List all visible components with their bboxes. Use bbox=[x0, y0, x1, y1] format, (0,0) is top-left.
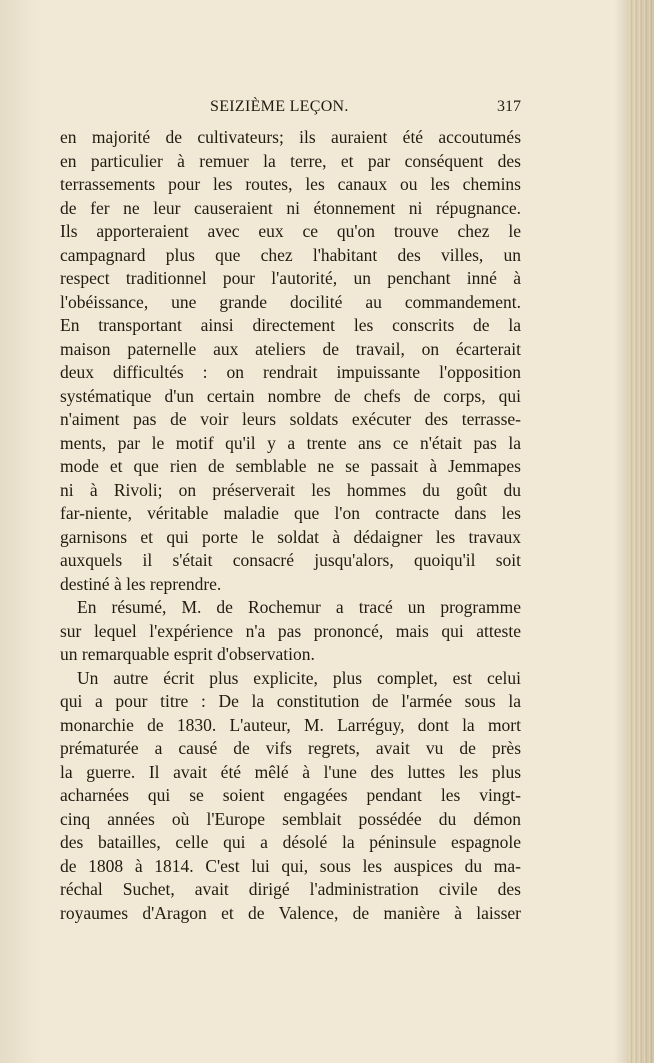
body-text bbox=[60, 126, 521, 925]
text-line: de 1808 à 1814. C'est lui qui, sous les auspices du ma- bbox=[60, 855, 521, 876]
text-line: en majorité de cultivateurs; ils auraient été accoutumés bbox=[60, 127, 521, 147]
text-line: un remarquable esprit d'observation. bbox=[60, 644, 315, 664]
page-edge-stack bbox=[628, 0, 654, 1063]
text-line: En transportant ainsi directement les conscrits de la bbox=[60, 315, 521, 335]
text-line: réchal Suchet, avait dirigé l'administration civile des bbox=[60, 879, 521, 899]
text-line: ments, par le motif qu'il y a trente ans ce n'était pas la bbox=[60, 432, 521, 453]
text-line: n'aiment pas de voir leurs soldats exécuter des terrasse- bbox=[60, 409, 521, 429]
text-line: respect traditionnel pour l'autorité, un penchant inné à bbox=[60, 268, 521, 288]
text-line: des batailles, celle qui a désolé la péninsule espagnole bbox=[60, 832, 521, 852]
page-header bbox=[60, 98, 521, 122]
page-number: 317 bbox=[497, 98, 521, 115]
text-line: Ils apporteraient avec eux ce qu'on trouve chez le bbox=[60, 221, 521, 241]
text-line: Un autre écrit plus explicite, plus complet, est celui bbox=[77, 667, 521, 688]
text-line: garnisons et qui porte le soldat à dédaigner les travaux bbox=[60, 526, 521, 547]
text-line: prématurée a causé de vifs regrets, avait vu de près bbox=[60, 738, 521, 758]
running-title: SEIZIÈME LEÇON. bbox=[210, 98, 349, 115]
text-line: ni à Rivoli; on préserverait les hommes du goût du bbox=[60, 479, 521, 500]
text-line: mode et que rien de semblable ne se passait à Jemmapes bbox=[60, 456, 521, 476]
text-line: royaumes d'Aragon et de Valence, de manière à laisser bbox=[60, 902, 521, 923]
text-line: destiné à les reprendre. bbox=[60, 573, 222, 594]
text-line: terrassements pour les routes, les canaux ou les chemins bbox=[60, 174, 521, 194]
text-line: sur lequel l'expérience n'a pas prononcé, mais qui atteste bbox=[60, 620, 521, 641]
text-line: systématique d'un certain nombre de chefs de corps, qui bbox=[60, 385, 521, 406]
text-line: de fer ne leur causeraient ni étonnement ni répugnance. bbox=[60, 197, 521, 218]
text-line: auxquels il s'était consacré jusqu'alors, quoiqu'il soit bbox=[60, 550, 521, 570]
text-line: monarchie de 1830. L'auteur, M. Larréguy, dont la mort bbox=[60, 714, 521, 735]
text-line: cinq années où l'Europe semblait possédée du démon bbox=[60, 808, 521, 829]
text-line: la guerre. Il avait été mêlé à l'une des luttes les plus bbox=[60, 761, 521, 782]
text-line: deux difficultés : on rendrait impuissante l'opposition bbox=[60, 362, 521, 382]
text-line: acharnées qui se soient engagées pendant les vingt- bbox=[60, 785, 521, 805]
text-line: far-niente, véritable maladie que l'on contracte dans les bbox=[60, 503, 521, 523]
text-line: En résumé, M. de Rochemur a tracé un programme bbox=[77, 597, 521, 617]
text-line: en particulier à remuer la terre, et par conséquent des bbox=[60, 150, 521, 171]
text-line: l'obéissance, une grande docilité au commandement. bbox=[60, 291, 521, 312]
text-line: qui a pour titre : De la constitution de l'armée sous la bbox=[60, 691, 521, 711]
text-line: maison paternelle aux ateliers de travail, on écarterait bbox=[60, 338, 521, 359]
text-line: campagnard plus que chez l'habitant des villes, un bbox=[60, 244, 521, 265]
